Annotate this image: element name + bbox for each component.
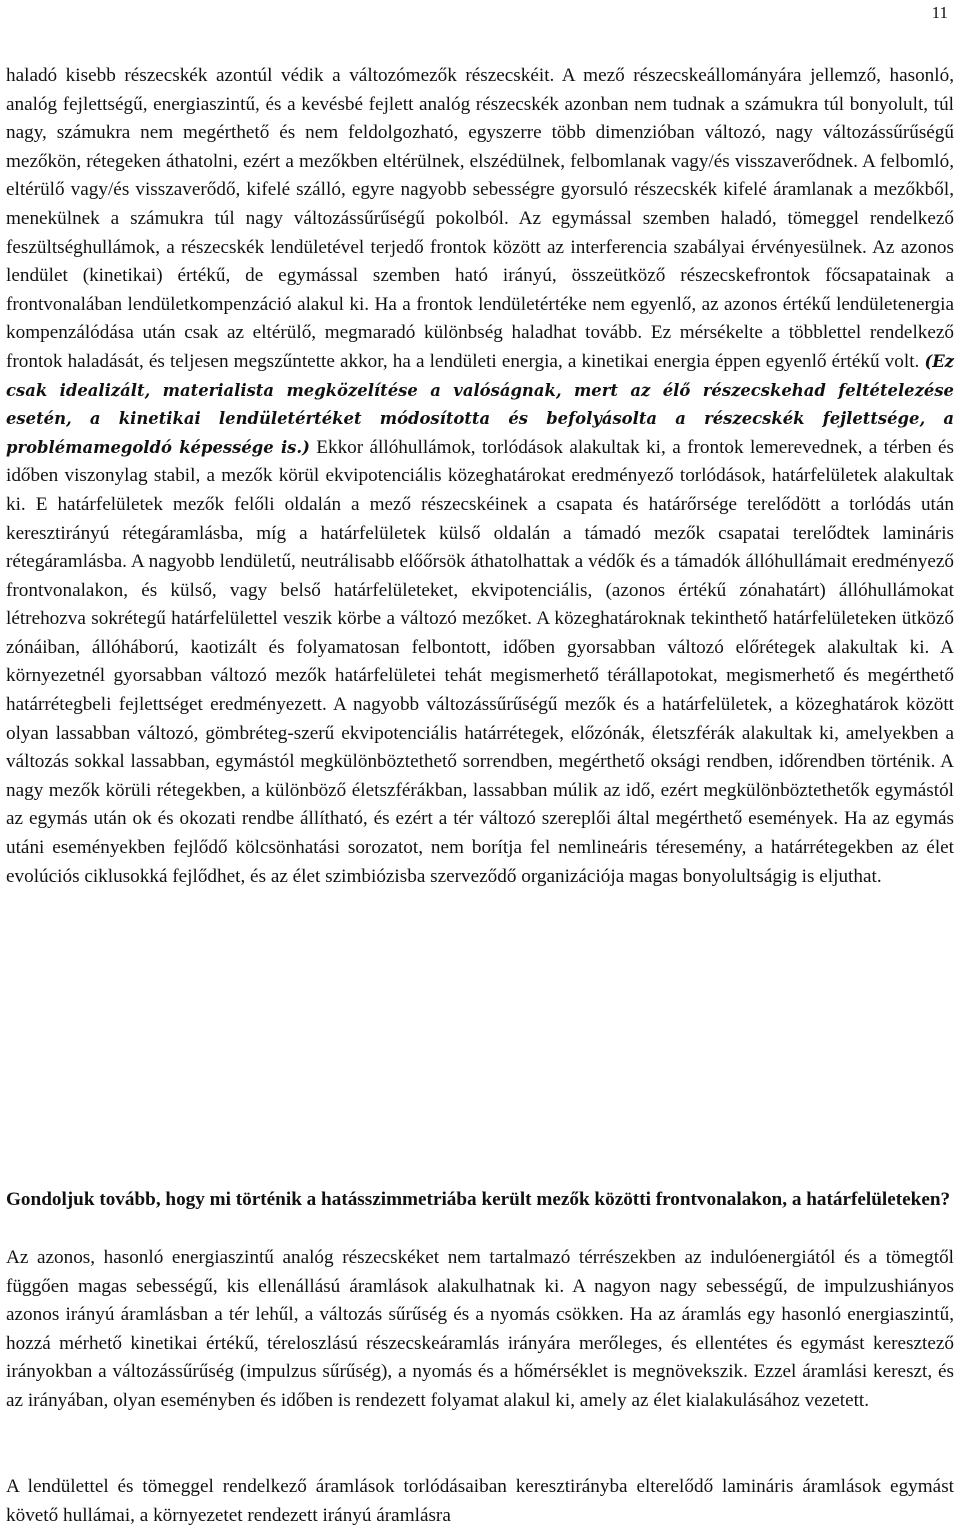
section-heading: Gondoljuk tovább, hogy mi történik a hatásszimmetriába került mezők közötti frontvonalakon, a határfelületeken? <box>6 1189 951 1210</box>
paragraph-1-text-end: Ekkor állóhullámok, torlódások alakultak ki, a frontok lemerevednek, a térben és időben viszonylag stabil, a mezők körül ekvipotenciális közeghatárokat eredményező torlódások, határfelületek alakultak ki. E határfelületek mezők felőli oldalán a mező részecskéinek a csapata és határőrsége terelődött a torlódás után keresztirányú rétegáramlásba, míg a határfelületek külső oldalán a támadó mezők csapatai terelődtek lamináris rétegáramlásba. A nagyobb lendületű, neutrálisabb előőrsök áthatolhattak a védők és a támadók állóhullámait eredményező frontvonalakon, és külső, vagy belső határfelületeket, ekvipotenciális, (azonos értékű zónahatárt) állóhullámokat létrehozva sokrétegű határfelülettel veszik körbe a változó mezőket. A közeghatároknak tekinthető határfelületeken ütköző zónáiban, állóháború, kaotizált és folyamatosan felbontott, időben gyorsabban változó előrétegek alakultak ki. A környezetnél gyorsabban változó mezők határfelületei tehát megismerhető térállapotokat, megismerhető és megérthető határrétegbeli fejlettséget eredményezett. A nagyobb változássűrűségű mezők és a határfelületek, a közeghatárok között olyan lassabban változó, gömbréteg-szerű ekvipotenciális határrétegek, előzónák, életszférák alakultak ki, amelyekben a változás sokkal lassabban, egymástól megkülönböztethető sorrendben, megérthető oksági rendben, időrendben történik. A nagy mezők körüli rétegekben, a különböző életszférákban, lassabban múlik az idő, ezért megkülönböztethetők egymástól az egymás után ok és okozati rendbe állítható, és ezért a tér változó szereplői által megérthető események. Ha az egymás utáni eseményekben fejlődő kölcsönhatási sorozatot, nem borítja fel nemlineáris téresemény, a határrétegekben az élet evolúciós ciklusokká fejlődhet, és az élet szimbiózisba szerveződő organizációja magas bonyolultságig is eljuthat. <box>6 436 954 887</box>
body-paragraph-2: Az azonos, hasonló energiaszintű analóg részecskéket nem tartalmazó térrészekben az indulóenergiától és a tömegtől függően magas sebességű, kis ellenállású áramlások alakulhatnak ki. A nagyon nagy sebességű, de impulzushiányos azonos irányú áramlásban a tér lehűl, a változás sűrűség és a nyomás csökken. Ha az áramlás egy hasonló energiaszintű, hozzá mérhető kinetikai értékű, téreloszlású részecskeáramlás irányára merőleges, és ellentétes és egymást keresztező irányokban a változássűrűség (impulzus sűrűség), a nyomás és a hőmérséklet is megnövekszik. Ezzel áramlási kereszt, és az irányában, olyan eseményben és időben is rendezett folyamat alakul ki, amely az élet kialakulásához vezetett. <box>6 1247 954 1411</box>
body-paragraph-1 <box>6 62 954 891</box>
paragraph-1-text-start: haladó kisebb részecskék azontúl védik a változómezők részecskéit. A mező részecskeállományára jellemző, hasonló, analóg fejlettségű, energiaszintű, és a kevésbé fejlett analóg részecskék azonban nem tudnak a számukra túl bonyolult, túl nagy, számukra nem megérthető és nem feldolgozható, egyszerre több dimenzióban változó, nagy változássűrűségű mezőkön, rétegeken áthatolni, ezért a mezőkben eltérülnek, elszédülnek, felbomlanak vagy/és visszaverődnek. A felbomló, eltérülő vagy/és visszaverődő, kifelé szálló, egyre nagyobb sebességre gyorsuló részecskék kifelé áramlanak a mezőkből, menekülnek a számukra túl nagy változássűrűségű pokolból. Az egymással szemben haladó, tömeggel rendelkező feszültséghullámok, a részecskék lendületével terjedő frontok között az interferencia szabályai érvényesülnek. Az azonos lendület (kinetikai) értékű, de egymással szemben ható irányú, összeütköző részecskefrontok főcsapatainak a frontvonalában lendületkompenzáció alakul ki. Ha a frontok lendületértéke nem egyenlő, az azonos értékű lendületenergia kompenzálódása után csak az eltérülő, megmaradó különbség haladhat tovább. Ez mérsékelte a többlettel rendelkező frontok haladását, és teljesen megszűntette akkor, ha a lendületi energia, a kinetikai energia éppen egyenlő értékű volt. <box>6 65 954 372</box>
body-paragraph-3: A lendülettel és tömeggel rendelkező áramlások torlódásaiban keresztirányba elterelődő lamináris áramlások egymást követő hullámai, a környezetet rendezett irányú áramlásra <box>6 1476 954 1526</box>
italic-aside-note: (Ez csak idealizált, materialista megközelítése a valóságnak, mert az élő részecskehad feltételezése esetén, a kinetikai lendületértéket módosította és befolyásolta a részecskék fejlettsége, a problémamegoldó képessége is.) <box>6 351 954 457</box>
page-number: 11 <box>931 3 948 22</box>
